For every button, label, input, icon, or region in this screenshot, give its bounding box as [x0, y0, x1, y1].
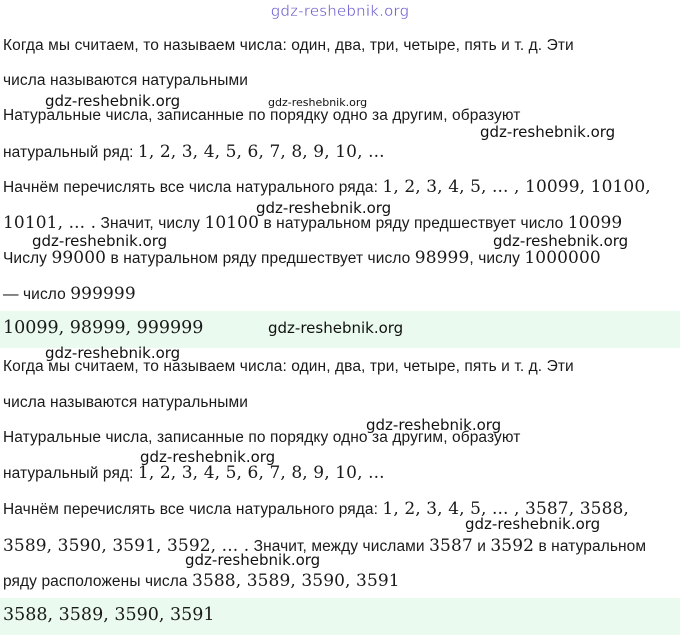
p2-line-3: Натуральные числа, записанные по порядку одно за другим, образуют [3, 429, 521, 446]
p2-line-2: числа называются натуральными [3, 394, 249, 411]
watermark: gdz-reshebnik.org [480, 123, 616, 141]
p1-line-7 [3, 248, 601, 269]
p2-answer: 3588, 3589, 3590, 3591 [0, 598, 680, 635]
p1-l7-math-a: 99000 [51, 248, 107, 268]
p1-l7-text-a: Числу [3, 250, 52, 267]
watermark: gdz-reshebnik.org [268, 96, 368, 109]
p1-l7-text-c: , числу [469, 250, 525, 267]
watermark: gdz-reshebnik.org [268, 319, 404, 337]
p2-l6-text-b: и [472, 538, 491, 555]
watermark: gdz-reshebnik.org [493, 232, 629, 250]
p2-l5-text: Начнём перечислять все числа натурального ряда: [3, 501, 383, 518]
p1-line-1: Когда мы считаем, то называем числа: один, два, три, четыре, пять и т. д. Эти [3, 37, 574, 54]
p1-l6-math-b: 10100 [204, 213, 260, 233]
p1-line-5 [3, 177, 651, 198]
p2-l6-math-a: 3589, 3590, 3591, 3592, ... . [3, 536, 250, 556]
p2-l6-text-c: в натуральном [534, 538, 647, 555]
p1-l7-math-c: 1000000 [524, 248, 601, 268]
p2-line-1: Когда мы считаем, то называем числа: один, два, три, четыре, пять и т. д. Эти [3, 358, 574, 375]
p1-l6-math-c: 10099 [567, 213, 623, 233]
p2-l7-text: ряду расположены числа [3, 573, 193, 590]
p2-line-7 [3, 571, 400, 592]
p1-l7-text-b: в натуральном ряду предшествует число [106, 250, 415, 267]
p1-l6-math-a: 10101, ... . [3, 213, 97, 233]
p2-l6-math-c: 3592 [490, 536, 535, 556]
p2-l4-math: 1, 2, 3, 4, 5, 6, 7, 8, 9, 10, ... [137, 463, 385, 483]
p2-l7-math: 3588, 3589, 3590, 3591 [192, 571, 400, 591]
p1-l5-text: Начнём перечислять все числа натурального ряда: [3, 179, 383, 196]
watermark: gdz-reshebnik.org [45, 92, 181, 110]
p2-l6-math-b: 3587 [429, 536, 473, 556]
p1-l5-math: 1, 2, 3, 4, 5, ... , 10099, 10100, [382, 177, 651, 197]
watermark: gdz-reshebnik.org [32, 232, 168, 250]
watermark: gdz-reshebnik.org [465, 515, 601, 533]
p2-l5-math: 1, 2, 3, 4, 5, ... , 3587, 3588, [382, 499, 629, 519]
p1-l4-text: натуральный ряд: [3, 144, 138, 161]
p2-l4-text: натуральный ряд: [3, 465, 138, 482]
watermark: gdz-reshebnik.org [140, 448, 276, 466]
watermark: gdz-reshebnik.org [256, 199, 392, 217]
p1-l6-text-a: Значит, числу [96, 215, 205, 232]
p2-l6-text-a: Значит, между числами [249, 538, 430, 555]
p1-line-3: Натуральные числа, записанные по порядку одно за другим, образуют [3, 107, 521, 124]
p1-answer: 10099, 98999, 999999 [0, 311, 680, 348]
p1-l8-text: — число [3, 286, 71, 303]
p2-line-4 [3, 463, 385, 484]
p1-line-4 [3, 142, 385, 163]
p1-l6-text-b: в натуральном ряду предшествует число [259, 215, 568, 232]
p1-l8-math: 999999 [70, 284, 136, 304]
site-title: gdz-reshebnik.org [270, 2, 410, 20]
p2-line-6 [3, 536, 646, 557]
watermark: gdz-reshebnik.org [45, 344, 181, 362]
watermark: gdz-reshebnik.org [185, 551, 321, 569]
p1-line-2: числа называются натуральными [3, 72, 249, 89]
p1-l4-math: 1, 2, 3, 4, 5, 6, 7, 8, 9, 10, ... [137, 142, 385, 162]
p1-line-8 [3, 284, 136, 305]
p1-l7-math-b: 98999 [414, 248, 470, 268]
watermark: gdz-reshebnik.org [366, 416, 502, 434]
